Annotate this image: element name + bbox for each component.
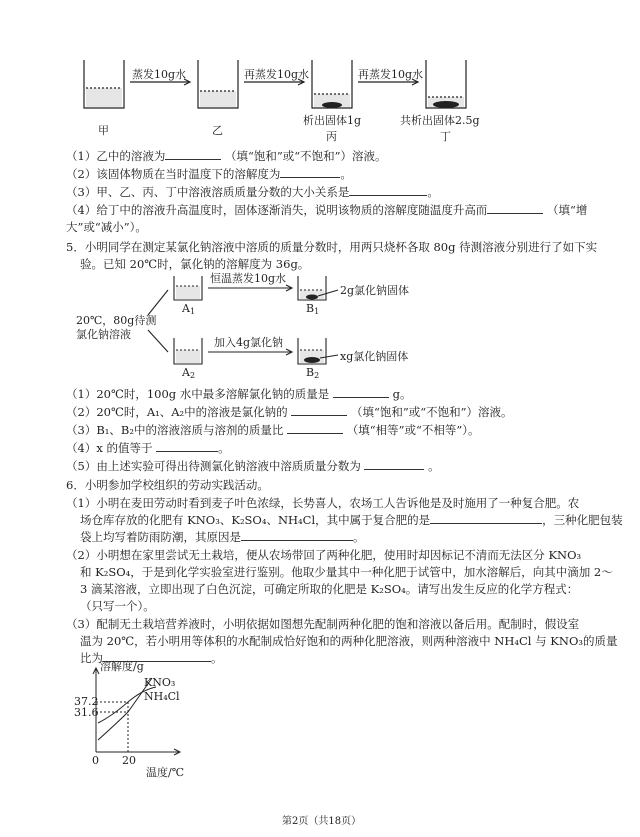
top-arrow-label: 恒温蒸发10g水 — [210, 272, 287, 285]
beaker-label-bing: 丙 — [326, 130, 337, 143]
q6-p1-line1: （1）小明在麦田劳动时看到麦子叶色浓绿，长势喜人，农场工人告诉他是及时施用了一种复合肥。农 — [66, 496, 580, 510]
q5-item-3: （3）B₁、B₂中的溶液溶质与溶剂的质量比 （填“相等”或“不相等”）。 — [66, 423, 480, 437]
legend-kno3: KNO₃ — [144, 676, 176, 689]
beaker-label-yi: 乙 — [212, 124, 223, 137]
q5-item-1: （1）20℃时，100g 水中最多溶解氯化钠的质量是 g。 — [66, 387, 412, 401]
chart-xlabel: 温度/℃ — [146, 766, 185, 779]
arrow-label-2: 再蒸发10g水 — [244, 68, 310, 81]
x-tick-0: 0 — [92, 754, 99, 767]
left-label-2: 氯化钠溶液 — [76, 328, 131, 341]
beaker-label-jia: 甲 — [98, 124, 109, 137]
x-tick-20: 20 — [122, 754, 136, 767]
note-ding: 共析出固体2.5g — [400, 114, 480, 127]
q6-title: 6．小明参加学校组织的劳动实践活动。 — [66, 478, 269, 492]
label-A1: $A_1$ — [182, 302, 196, 316]
q4-item-3: （3）甲、乙、丙、丁中溶液溶质质量分数的大小关系是 。 — [66, 185, 439, 199]
bottom-arrow-label: 加入4g氯化钠 — [214, 336, 284, 349]
beaker-label-ding: 丁 — [440, 130, 451, 143]
q6-p2-line2: 和 K₂SO₄，于是到化学实验室进行鉴别。他取少量其中一种化肥于试管中，加水溶解后，向其中滴加 2～ — [80, 565, 613, 579]
q6-p3-line3: 比为 。 — [80, 651, 223, 665]
y-tick-37-2: 37.2 — [74, 695, 99, 708]
q5-intro-2: 验。已知 20℃时，氯化钠的溶解度为 36g。 — [80, 257, 310, 271]
chart-ylabel: 溶解度/g — [100, 660, 144, 673]
page-footer: 第2页（共18页） — [282, 816, 362, 827]
q6-p2-line4: （只写一个）。 — [80, 599, 155, 613]
q6-p3-line1: （3）配制无土栽培营养液时，小明依据如图想先配制两种化肥的饱和溶液以备后用。配制时，假设室 — [66, 617, 580, 631]
left-label-1: 20℃，80g待测 — [76, 314, 157, 327]
q5-item-5: （5）由上述实验可得出待测氯化钠溶液中溶质质量分数为 。 — [66, 459, 440, 473]
q6-p2-line1: （2）小明想在家里尝试无土栽培，便从农场带回了两种化肥，使用时却因标记不清而无法区分 KNO₃ — [66, 548, 582, 562]
q4-item-4: （4）给丁中的溶液升高温度时，固体逐渐消失，说明该物质的溶解度随温度升高而 （填“增 — [66, 203, 588, 217]
q5-item-2: （2）20℃时，A₁、A₂中的溶液是氯化钠的 （填“饱和”或“不饱和”）溶液。 — [66, 405, 513, 419]
label-A2: $A_2$ — [182, 366, 196, 380]
label-B1: $B_1$ — [306, 302, 320, 316]
q4-item-1: （1）乙中的溶液为 （填“饱和”或“不饱和”）溶液。 — [66, 149, 387, 163]
top-product-label: 2g氯化钠固体 — [340, 284, 410, 297]
y-tick-31-6: 31.6 — [74, 706, 99, 719]
q6-p3-line2: 温为 20℃，若小明用等体积的水配制成恰好饱和的两种化肥溶液，则两种溶液中 NH₄Cl 与 KNO₃的质量 — [80, 634, 618, 648]
q6-p1-line2: 场仓库存放的化肥有 KNO₃、K₂SO₄、NH₄Cl，其中属于复合肥的是 ，三种化肥包装 — [80, 513, 623, 527]
q4-item-4-cont: 大”或“减小”）。 — [66, 220, 147, 234]
q4-item-2: （2）该固体物质在当时温度下的溶解度为 。 — [66, 167, 352, 181]
q5-intro-1: 5．小明同学在测定某氯化钠溶液中溶质的质量分数时，用两只烧杯各取 80g 待测溶液分别进行了如下实 — [66, 240, 598, 254]
legend-nh4cl: NH₄Cl — [144, 690, 180, 703]
q6-p1-line3: 袋上均写着防雨防潮，其原因是 。 — [80, 530, 365, 544]
q5-item-4: （4）x 的值等于 。 — [66, 441, 230, 455]
q6-p2-line3: 3 滴某溶液，立即出现了白色沉淀，可确定所取的化肥是 K₂SO₄。请写出发生反应的化学方程式： — [80, 582, 579, 596]
bottom-product-label: xg氯化钠固体 — [340, 350, 409, 363]
arrow-label-3: 再蒸发10g水 — [358, 68, 424, 81]
arrow-label-1: 蒸发10g水 — [132, 68, 187, 81]
label-B2: $B_2$ — [306, 366, 320, 380]
note-bing: 析出固体1g — [303, 114, 362, 127]
